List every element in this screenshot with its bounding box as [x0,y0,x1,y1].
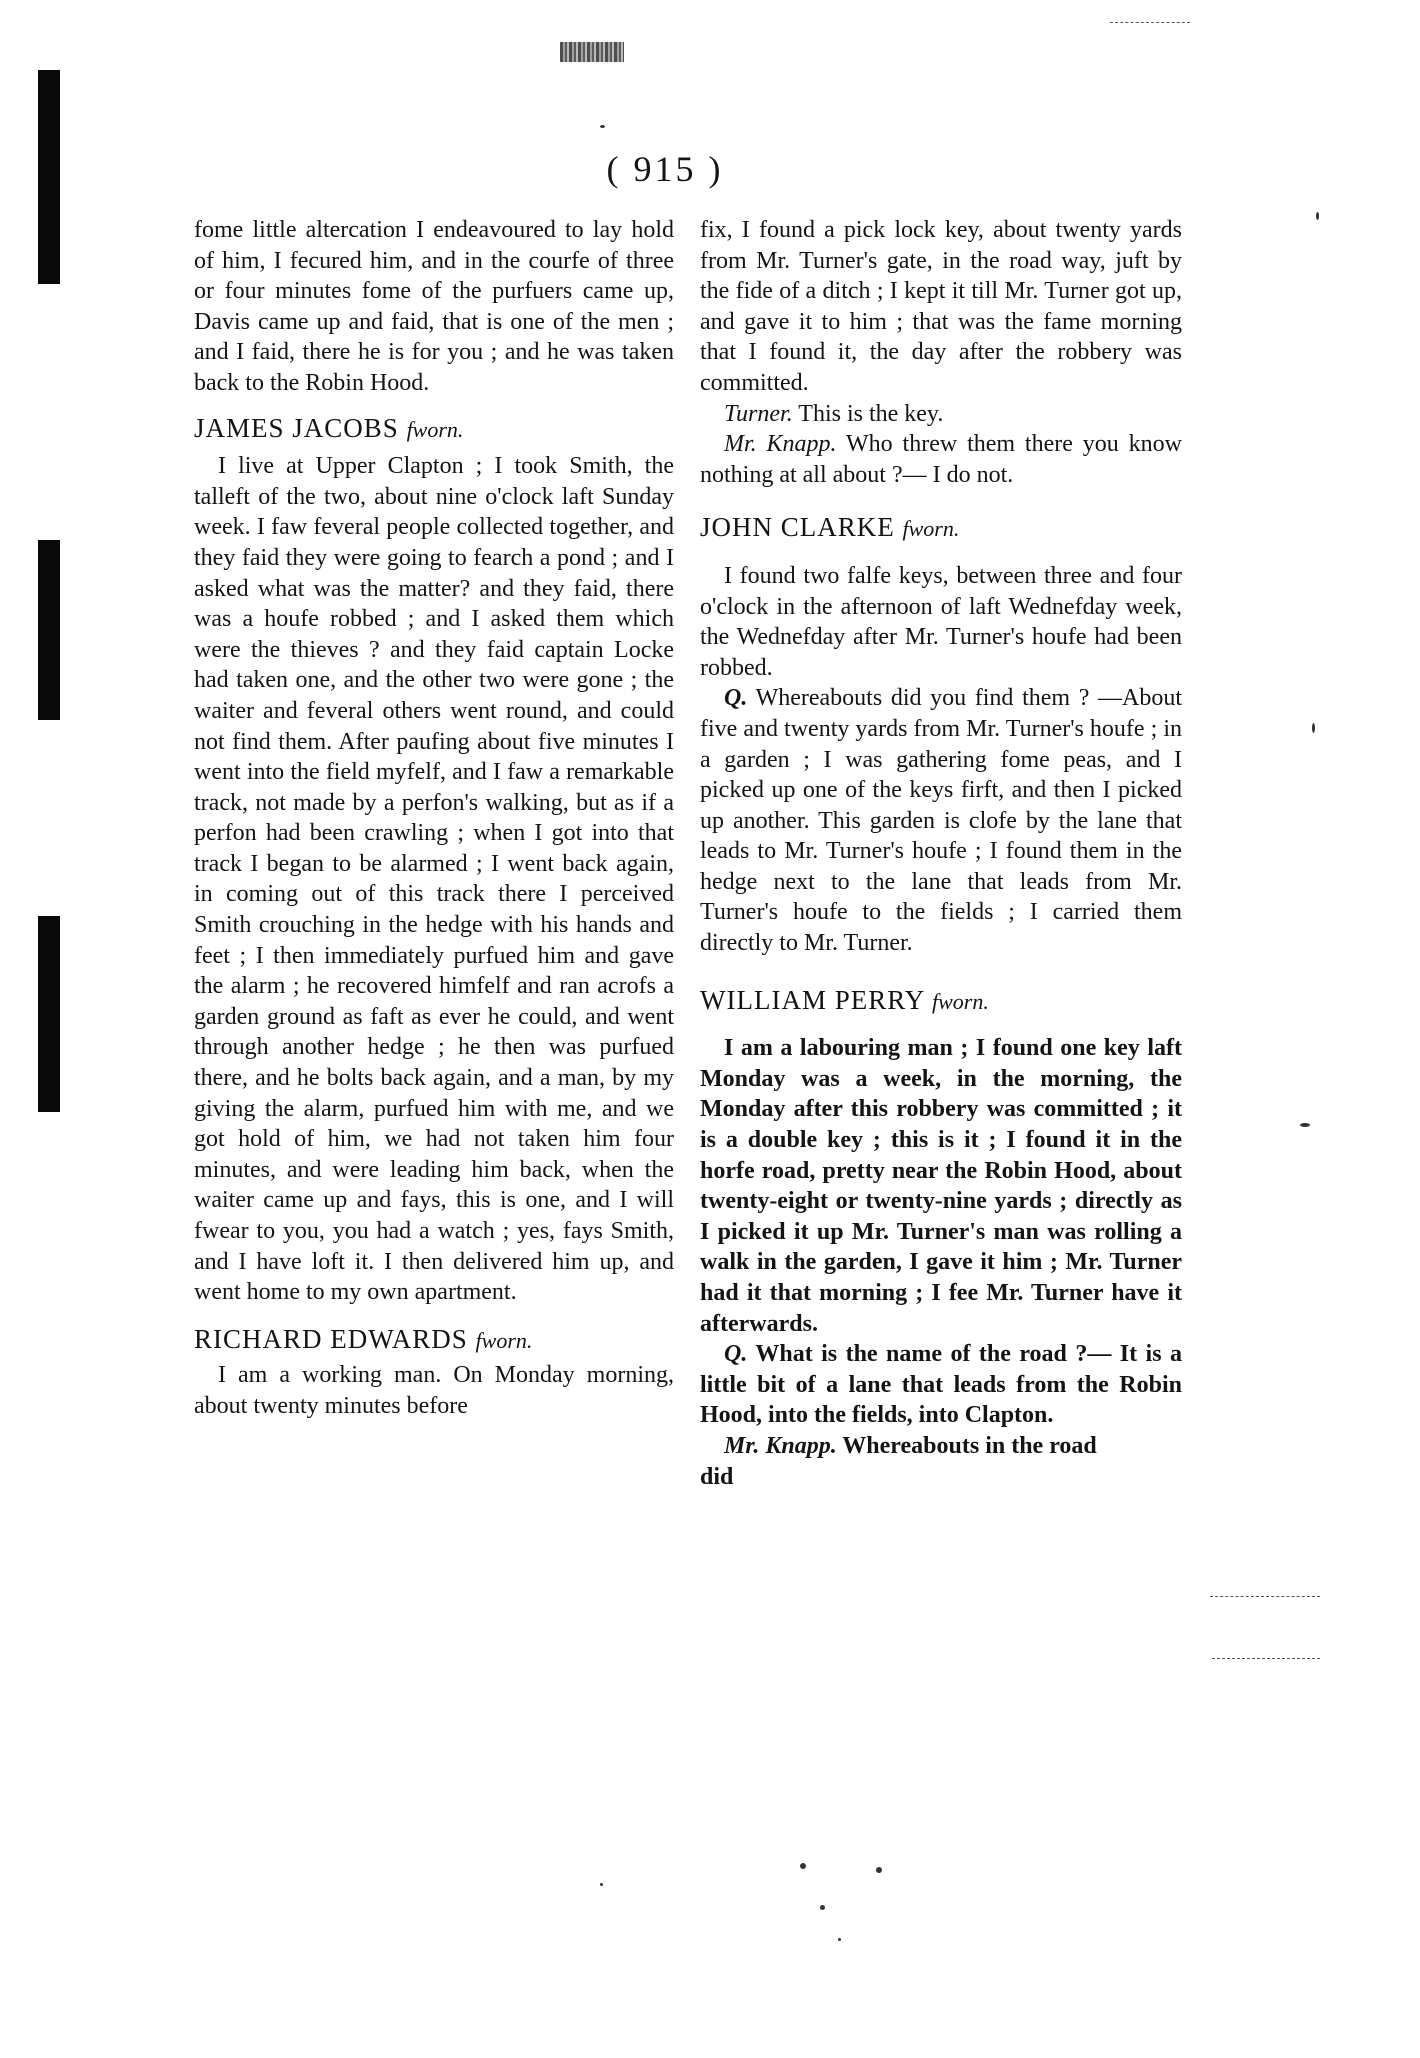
witness-heading-william-perry [700,985,1182,1018]
witness-name: JOHN CLARKE [700,512,895,543]
scan-speck [820,1905,825,1910]
dialogue-turner [700,399,1182,430]
opening-paragraph: fome little altercation I endeavoured to lay hold of him, I fecured him, and in the courfe of three or four minutes fome of the purfuers came up, Davis came up and faid, that is one of the men ; and I faid, there he is for you ; and he was taken back to the Robin Hood. [194,217,674,396]
scan-margin-bar-middle [38,540,60,720]
speaker-label: Mr. Knapp. [724,431,837,458]
scan-speck [800,1863,806,1869]
dialogue-knapp-2 [700,1431,1182,1462]
scan-margin-bar-top [38,70,60,284]
left-column [194,215,674,1422]
continuation-paragraph: fix, I found a pick lock key, about twenty yards from Mr. Turner's gate, in the road way, juft by the fide of a ditch ; I kept it till Mr. Turner got up, and gave it to him ; that was the fame morning that I found it, the day after the robbery was committed. [700,217,1182,396]
scan-speck [600,1883,603,1886]
question-mark-label: Q. [724,1341,748,1368]
question-mark-label: Q. [724,685,748,712]
scan-speck [1312,723,1315,733]
library-stamp [560,42,624,62]
question-text: Whereabouts did you find them ? —About five and twenty yards from Mr. Turner's houfe ; in a garden ; I was gathering fome peas, and I picked up one of the keys firft, and then I picked up another. This garden is clofe by the lane that leads to Mr. Turner's houfe ; I found them in the hedge next to the lane that leads from Mr. Turner's houfe to the fields ; I carried them directly to Mr. Turner. [700,685,1182,957]
speaker-label: Mr. Knapp. [724,1432,837,1459]
sworn-label: fworn. [406,416,464,442]
witness-heading-james-jacobs [194,413,674,446]
question-text: What is the name of the road ?— It is a little bit of a lane that leads from the Robin Hood, into the fields, into Clapton. [700,1341,1182,1429]
sworn-label: fworn. [475,1327,533,1353]
speaker-label: Turner. [724,400,793,427]
dialogue-text: Who threw them there you know nothing at all about ?— I do not. [700,431,1182,488]
right-column [700,215,1182,1492]
testimony-james-jacobs: I live at Upper Clapton ; I took Smith, the talleft of the two, about nine o'clock laft Sunday week. I faw feveral people collected together, and they faid they were going to fearch a pond ; and I asked what was the matter? and they faid, there was a houfe robbed ; and I asked them which were the thieves ? and they faid captain Locke had taken one, and the other two were gone ; the waiter and feveral others went round, and could not find them. After paufing about five minutes I went into the field myfelf, and I faw a remarkable track, not made by a perfon's walking, but as if a perfon had been crawling ; when I got into that track I began to be alarmed ; I went back again, in coming out of this track there I perceived Smith crouching in the hedge with his hands and feet ; I then immediately purfued him and gave the alarm ; he recovered himfelf and ran acrofs a garden ground as faft as ever he could, and went through another hedge ; he then was purfued there, and he bolts back again, and a man, by my giving the alarm, purfued him with me, and we got hold of him, we had not taken him four minutes, and were leading him back, when the waiter came up and fays, this is one, and I will fwear to you, you had a watch ; yes, fays Smith, and I have loft it. I then delivered him up, and went home to my own apartment. [194,453,674,1306]
scan-speck [876,1867,882,1873]
witness-heading-john-clarke [700,512,1182,545]
question-john-clarke [700,683,1182,958]
question-william-perry [700,1339,1182,1431]
testimony-william-perry: I am a labouring man ; I found one key laft Monday was a week, in the morning, the Monday after this robbery was committed ; it is a double key ; this is it ; I found it in the horfe road, pretty near the Robin Hood, about twenty-eight or twenty-nine yards ; directly as I picked it up Mr. Turner's man was rolling a walk in the garden, I gave it him ; Mr. Turner had it that morning ; I fee Mr. Turner have it afterwards. [700,1035,1182,1337]
scan-speck [1300,1123,1310,1127]
witness-name: WILLIAM PERRY [700,984,925,1015]
testimony-richard-edwards: I am a working man. On Monday morning, about twenty minutes before [194,1362,674,1419]
scan-speck [600,125,605,128]
scan-dash-line [1110,22,1190,24]
dialogue-text: Whereabouts in the road [842,1432,1097,1459]
scan-speck [1316,212,1319,220]
scan-dash-line [1210,1596,1320,1598]
scan-margin-bar-bottom [38,916,60,1112]
witness-name: JAMES JACOBS [194,412,399,443]
sworn-label: fworn. [932,988,989,1014]
testimony-john-clarke: I found two falfe keys, between three and four o'clock in the afternoon of laft Wednefday week, the Wednefday after Mr. Turner's houfe had been robbed. [700,562,1182,681]
sworn-label: fworn. [902,516,960,542]
witness-name: RICHARD EDWARDS [194,1323,468,1354]
scan-dash-line [1212,1658,1320,1660]
dialogue-knapp [700,429,1182,490]
scan-speck [838,1938,841,1941]
catchword: did [700,1463,734,1490]
page-number: ( 915 ) [606,149,724,189]
dialogue-text: This is the key. [798,400,944,427]
witness-heading-richard-edwards [194,1324,674,1357]
